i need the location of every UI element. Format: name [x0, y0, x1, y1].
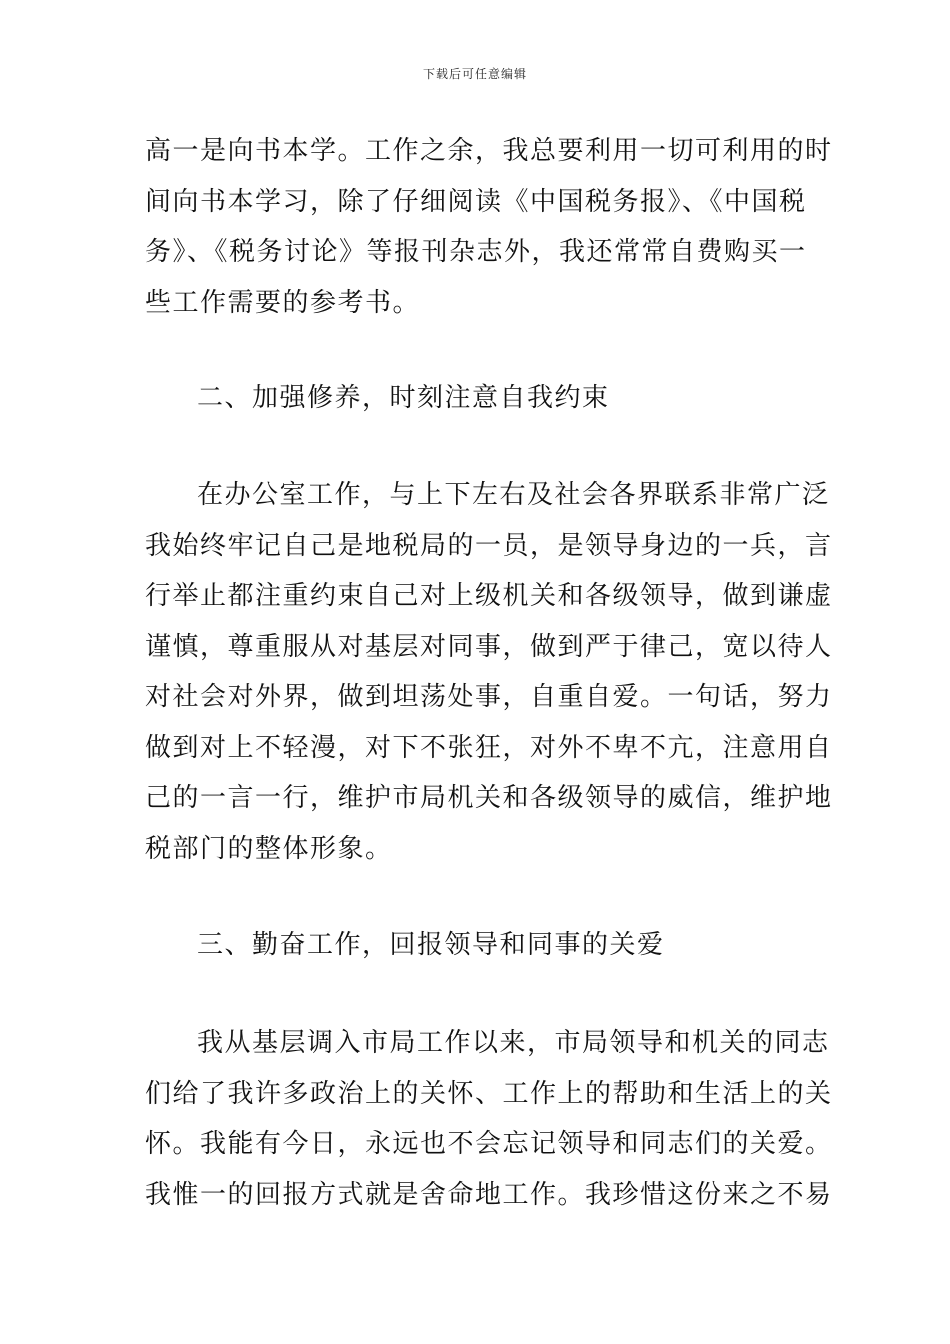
paragraph-line: 我始终牢记自己是地税局的一员，是领导身边的一兵，言 [145, 530, 833, 561]
paragraph-line: 我惟一的回报方式就是舍命地工作。我珍惜这份来之不易 [145, 1179, 833, 1210]
paragraph-line: 对社会对外界，做到坦荡处事，自重自爱。一句话，努力 [145, 682, 833, 712]
paragraph-line: 高一是向书本学。工作之余，我总要利用一切可利用的时 [145, 136, 833, 166]
page-header: 下载后可任意编辑 [422, 67, 527, 81]
paragraph-line: 我从基层调入市局工作以来，市局领导和机关的同志 [197, 1028, 830, 1058]
section-heading-2: 二、加强修养，时刻注意自我约束 [197, 383, 610, 413]
paragraph-line: 在办公室工作，与上下左右及社会各界联系非常广泛 [197, 480, 830, 510]
paragraph-line: 们给了我许多政治上的关怀、工作上的帮助和生活上的关 [145, 1078, 833, 1109]
paragraph-line: 行举止都注重约束自己对上级机关和各级领导，做到谦虚 [145, 581, 833, 611]
paragraph-line: 做到对上不轻漫，对下不张狂，对外不卑不亢，注意用自 [145, 732, 833, 763]
paragraph-line: 些工作需要的参考书。 [145, 287, 421, 318]
section-heading-3: 三、勤奋工作，回报领导和同事的关爱 [197, 930, 665, 960]
paragraph-self-discipline [145, 470, 833, 874]
paragraph-line: 己的一言一行，维护市局机关和各级领导的威信，维护地 [145, 783, 833, 813]
paragraph-line: 谨慎，尊重服从对基层对同事，做到严于律己，宽以待人 [145, 631, 833, 662]
paragraph-hard-work [145, 1018, 833, 1220]
paragraph-line: 税部门的整体形象。 [145, 833, 393, 864]
paragraph-line: 怀。我能有今日，永远也不会忘记领导和同志们的关爱。 [145, 1129, 833, 1159]
paragraph-line: 务》、《税务讨论》等报刊杂志外，我还常常自费购买一 [145, 237, 807, 267]
paragraph-line: 间向书本学习，除了仔细阅读《中国税务报》、《中国税 [145, 186, 807, 217]
paragraph-study [145, 126, 833, 328]
